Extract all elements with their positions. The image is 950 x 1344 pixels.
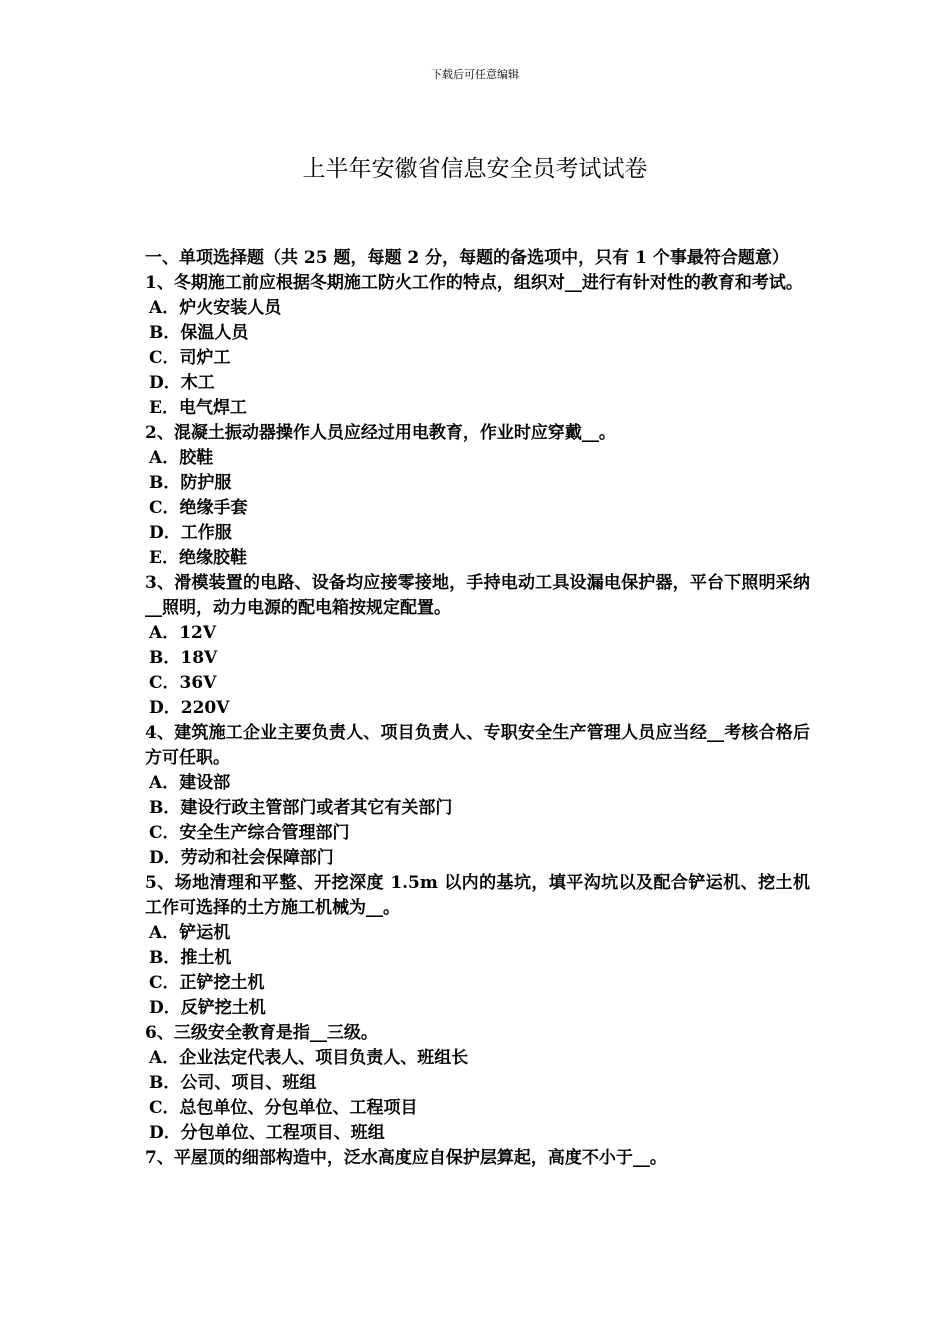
option-letter: D． (149, 998, 181, 1018)
question-block (145, 1021, 810, 1146)
answer-option (145, 546, 810, 571)
answer-option (145, 296, 810, 321)
answer-option (145, 496, 810, 521)
question-block (145, 721, 810, 871)
exam-content (145, 246, 810, 1171)
question-block (145, 571, 810, 721)
answer-option (145, 446, 810, 471)
answer-option (145, 1121, 810, 1146)
option-letter: A． (149, 923, 180, 943)
answer-option (145, 921, 810, 946)
option-letter: C． (149, 348, 180, 368)
option-letter: D． (149, 523, 181, 543)
answer-option (145, 946, 810, 971)
option-text: 18V (180, 648, 218, 668)
option-text: 分包单位、工程项目、班组 (180, 1123, 385, 1143)
question-stem: 5、场地清理和平整、开挖深度 1.5m 以内的基坑，填平沟坑以及配合铲运机、挖土机工作可选择的土方施工机械为__。 (145, 873, 810, 918)
option-letter: A． (149, 298, 180, 318)
question-block (145, 1146, 810, 1171)
header-note: 下载后可任意编辑 (431, 68, 519, 81)
option-letter: A． (149, 448, 180, 468)
question-list (145, 271, 810, 1171)
option-text: 企业法定代表人、项目负责人、班组长 (179, 1048, 469, 1068)
answer-option (145, 471, 810, 496)
option-text: 220V (180, 698, 230, 718)
answer-option (145, 1096, 810, 1121)
option-letter: D． (149, 848, 181, 868)
option-letter: B． (149, 798, 181, 818)
option-letter: D． (149, 373, 181, 393)
answer-option (145, 646, 810, 671)
option-text: 工作服 (180, 523, 232, 543)
option-letter: C． (149, 1098, 180, 1118)
answer-option (145, 821, 810, 846)
answer-option (145, 1071, 810, 1096)
answer-option (145, 621, 810, 646)
answer-option (145, 521, 810, 546)
option-text: 反铲挖土机 (180, 998, 266, 1018)
option-text: 36V (179, 673, 217, 693)
question-stem: 2、混凝土振动器操作人员应经过用电教育，作业时应穿戴__。 (145, 423, 616, 443)
answer-option (145, 796, 810, 821)
question-block (145, 871, 810, 1021)
answer-option (145, 396, 810, 421)
option-text: 劳动和社会保障部门 (180, 848, 334, 868)
option-letter: B． (149, 323, 181, 343)
answer-option (145, 321, 810, 346)
option-letter: A． (149, 1048, 180, 1068)
option-letter: B． (149, 648, 181, 668)
option-letter: E． (149, 398, 179, 418)
option-text: 铲运机 (179, 923, 231, 943)
question-block (145, 421, 810, 571)
option-letter: A． (149, 623, 180, 643)
option-letter: E． (149, 548, 179, 568)
option-text: 司炉工 (179, 348, 231, 368)
option-text: 12V (179, 623, 217, 643)
answer-option (145, 996, 810, 1021)
question-block (145, 271, 810, 421)
section-heading: 一、单项选择题（共 25 题，每题 2 分，每题的备选项中，只有 1 个事最符合题意） (145, 248, 789, 268)
answer-option (145, 1046, 810, 1071)
option-text: 安全生产综合管理部门 (179, 823, 350, 843)
option-letter: B． (149, 1073, 181, 1093)
answer-option (145, 771, 810, 796)
answer-option (145, 671, 810, 696)
option-letter: C． (149, 673, 180, 693)
option-letter: C． (149, 823, 180, 843)
option-text: 防护服 (180, 473, 232, 493)
option-text: 电气焊工 (178, 398, 247, 418)
option-text: 炉火安装人员 (179, 298, 282, 318)
option-text: 建设行政主管部门或者其它有关部门 (180, 798, 453, 818)
option-text: 绝缘胶鞋 (178, 548, 247, 568)
question-stem: 6、三级安全教育是指__三级。 (145, 1023, 378, 1043)
option-text: 正铲挖土机 (179, 973, 265, 993)
option-text: 公司、项目、班组 (180, 1073, 317, 1093)
option-letter: B． (149, 473, 181, 493)
question-stem: 1、冬期施工前应根据冬期施工防火工作的特点，组织对__进行有针对性的教育和考试。 (145, 273, 803, 293)
option-text: 胶鞋 (179, 448, 214, 468)
question-stem: 4、建筑施工企业主要负责人、项目负责人、专职安全生产管理人员应当经__考核合格后方可任职。 (145, 723, 810, 768)
option-letter: C． (149, 973, 180, 993)
option-letter: B． (149, 948, 181, 968)
option-text: 绝缘手套 (179, 498, 248, 518)
answer-option (145, 346, 810, 371)
option-text: 建设部 (179, 773, 231, 793)
answer-option (145, 371, 810, 396)
option-text: 总包单位、分包单位、工程项目 (179, 1098, 418, 1118)
answer-option (145, 696, 810, 721)
option-letter: D． (149, 698, 181, 718)
question-stem: 3、滑模装置的电路、设备均应接零接地，手持电动工具设漏电保护器，平台下照明采纳__照明，动力电源的配电箱按规定配置。 (145, 573, 810, 618)
option-letter: D． (149, 1123, 181, 1143)
document-title: 上半年安徽省信息安全员考试试卷 (302, 156, 648, 182)
option-text: 木工 (180, 373, 215, 393)
option-letter: C． (149, 498, 180, 518)
option-letter: A． (149, 773, 180, 793)
question-stem: 7、平屋顶的细部构造中，泛水高度应自保护层算起，高度不小于__。 (145, 1148, 667, 1168)
option-text: 推土机 (180, 948, 232, 968)
option-text: 保温人员 (180, 323, 249, 343)
answer-option (145, 846, 810, 871)
answer-option (145, 971, 810, 996)
